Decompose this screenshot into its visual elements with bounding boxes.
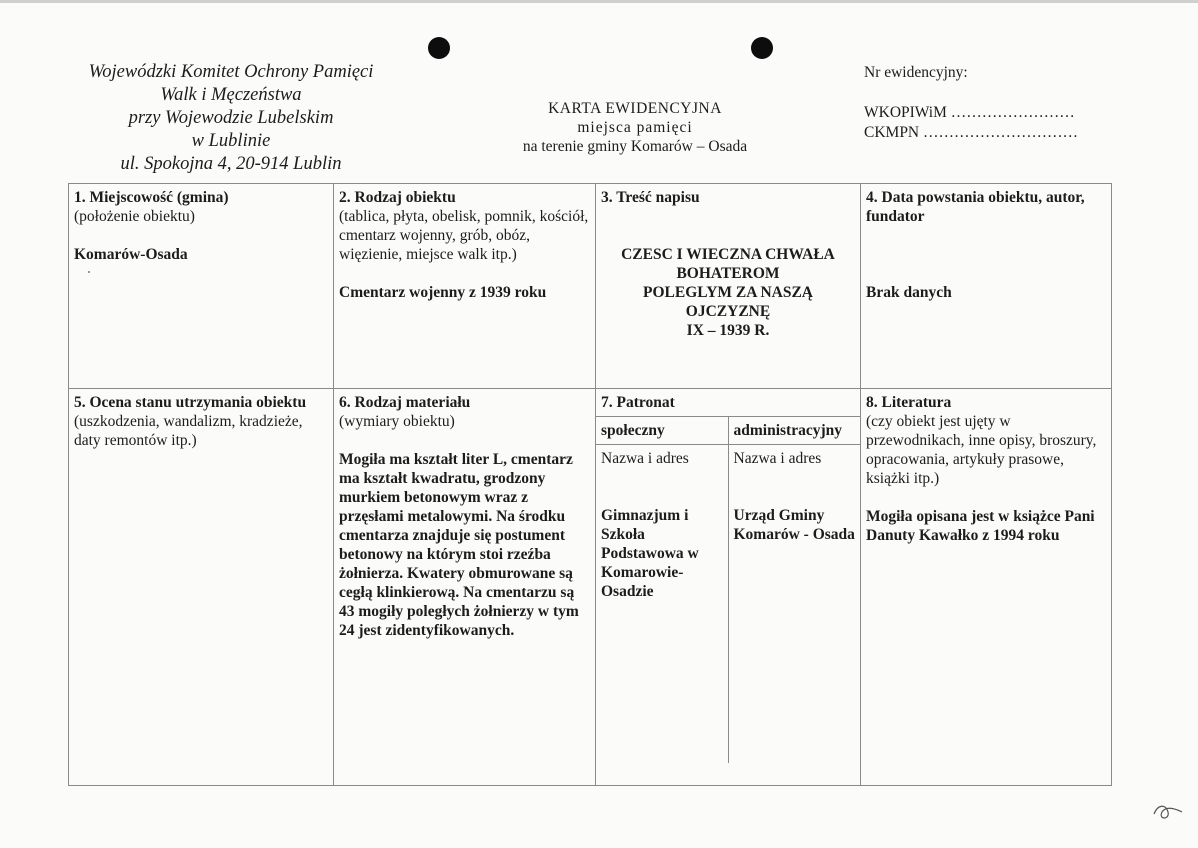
inscription-text <box>601 245 855 340</box>
cell-material <box>334 389 596 786</box>
record-table <box>68 183 1112 786</box>
cell-object-type <box>334 184 596 389</box>
patronage-admin-cell <box>728 445 860 764</box>
material-value: Mogiła ma kształt liter L, cmentarz ma kształt kwadratu, grodzony murkiem betonowym wraz z przęsłami metalowymi. Na środku cmentarza znajduje się postument betonowy na którym stoi rzeźba żołnierza. Kwatery obmurowane są cegłą klinkierową. Na cmentarzu są 43 mogiły poległych żołnierzy w tym 24 jest zidentyfikowanych. <box>339 451 579 639</box>
cell-location <box>69 184 334 389</box>
object-type-value: Cmentarz wojenny z 1939 roku <box>339 284 547 301</box>
punch-hole-left <box>428 37 450 59</box>
literature-value: Mogiła opisana jest w książce Pani Danuty Kawałko z 1994 roku <box>866 508 1095 544</box>
committee-line: Wojewódzki Komitet Ochrony Pamięci <box>88 62 374 82</box>
patronage-social-cell <box>596 445 728 764</box>
date-author-value: Brak danych <box>866 284 952 301</box>
cell-heading: 8. Literatura <box>866 394 952 411</box>
card-subtitle: miejsca pamięci <box>577 119 693 136</box>
cell-heading: 4. Data powstania obiektu, autor, fundator <box>866 189 1085 225</box>
inscription-line: BOHATEROM <box>676 265 780 282</box>
name-address-label: Nazwa i adres <box>601 450 689 467</box>
patronage-col-social <box>596 417 728 445</box>
cell-heading: 2. Rodzaj obiektu <box>339 189 456 206</box>
table-row <box>69 389 1112 786</box>
committee-line: Walk i Męczeństwa <box>160 85 302 105</box>
card-location: na terenie gminy Komarów – Osada <box>522 138 748 155</box>
cell-condition <box>69 389 334 786</box>
cell-literature <box>861 389 1112 786</box>
cell-hint: (czy obiekt jest ujęty w przewodnikach, inne opisy, broszury, opracowania, artykuły prasowe, książki itp.) <box>866 413 1097 487</box>
cell-heading: 1. Miejscowość (gmina) <box>74 189 229 206</box>
registry-title: Nr ewidencyjny: <box>864 64 968 81</box>
committee-address <box>66 61 396 176</box>
cell-heading: 6. Rodzaj materiału <box>339 394 471 411</box>
cell-hint: (tablica, płyta, obelisk, pomnik, kościół, cmentarz wojenny, grób, obóz, więzienie, miejsce walk itp.) <box>339 208 589 263</box>
column-header: administracyjny <box>733 422 842 439</box>
cell-heading: 5. Ocena stanu utrzymania obiektu <box>74 394 307 411</box>
cell-heading: 3. Treść napisu <box>601 189 700 206</box>
scan-top-edge <box>0 0 1198 3</box>
inscription-line: POLEGLYM ZA NASZĄ <box>643 284 813 301</box>
location-value: Komarów-Osada <box>74 246 188 263</box>
cell-hint: (położenie obiektu) <box>74 208 195 225</box>
cell-patronage <box>596 389 861 786</box>
patronage-heading-cell <box>596 389 860 417</box>
patronage-table <box>596 389 860 763</box>
committee-line: w Lublinie <box>191 131 271 151</box>
committee-line: przy Wojewodzie Lubelskim <box>128 108 334 128</box>
name-address-label: Nazwa i adres <box>733 450 822 467</box>
registry-ckmpn: CKMPN ………………………… <box>864 124 1079 141</box>
admin-patron-value: Urząd Gminy Komarów - Osada <box>733 507 855 543</box>
patronage-col-admin <box>728 417 860 445</box>
table-row <box>69 184 1112 389</box>
social-patron-value: Gimnazjum i Szkoła Podstawowa w Komarowie-Osadzie <box>601 507 699 600</box>
inscription-line: IX – 1939 R. <box>686 322 770 339</box>
registry-numbers <box>864 63 1078 143</box>
registry-wkopiwim: WKOPIWiM …………………… <box>864 104 1075 121</box>
scan-speck <box>88 271 90 273</box>
punch-hole-right <box>751 37 773 59</box>
card-title: KARTA EWIDENCYJNA <box>548 100 722 117</box>
inscription-line: OJCZYZNĘ <box>685 303 771 320</box>
column-header: społeczny <box>601 422 665 439</box>
cell-hint: (wymiary obiektu) <box>339 413 455 430</box>
cell-hint: (uszkodzenia, wandalizm, kradzieże, daty remontów itp.) <box>74 413 303 449</box>
cell-inscription <box>596 184 861 389</box>
cell-date-author <box>861 184 1112 389</box>
card-title-block <box>480 99 790 156</box>
pencil-scribble-mark <box>1148 800 1188 824</box>
committee-line: ul. Spokojna 4, 20-914 Lublin <box>120 154 342 174</box>
inscription-line: CZESC I WIECZNA CHWAŁA <box>621 246 835 263</box>
cell-heading: 7. Patronat <box>601 394 675 411</box>
